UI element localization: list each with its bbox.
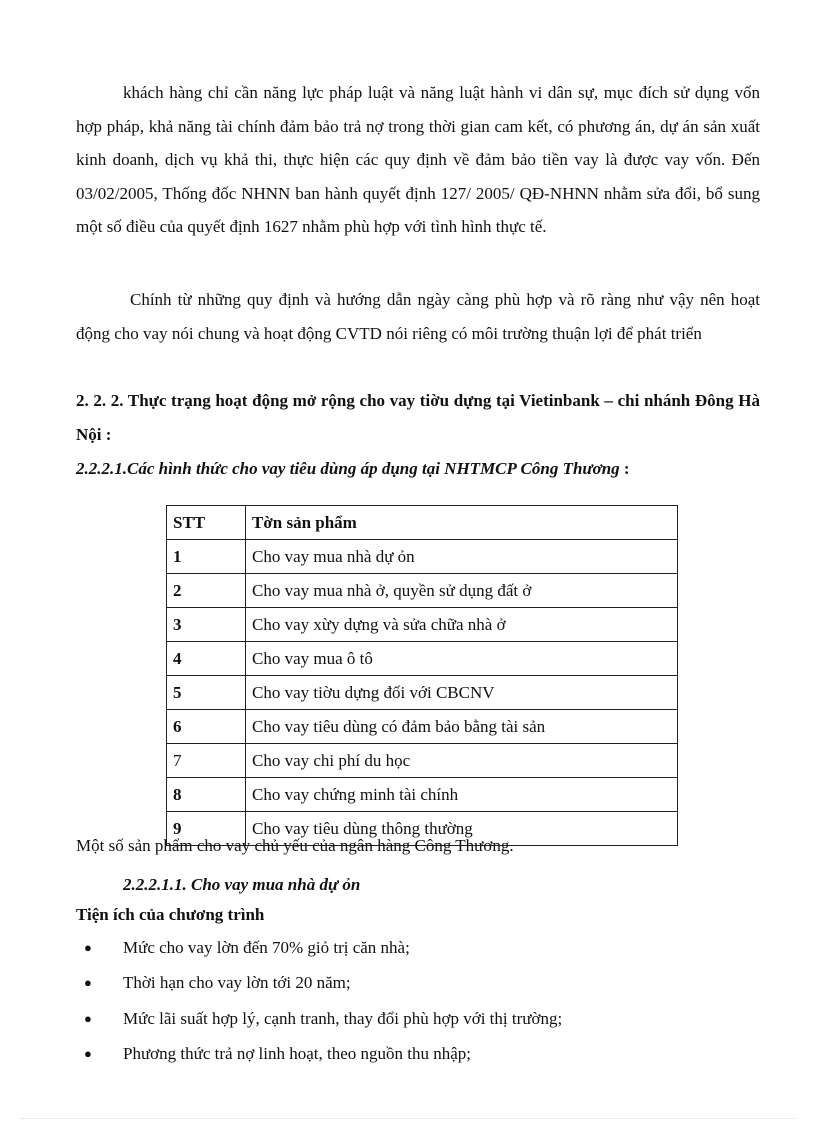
paragraph-regulations: Chính từ những quy định và hướng dẫn ngày càng phù hợp và rõ ràng như vậy nên hoạt động cho vay nói chung và hoạt động CVTD nói riêng có môi trường thuận lợi để phát triển (76, 290, 760, 343)
page-bottom-divider (20, 1118, 796, 1119)
row-stt: 5 (167, 676, 246, 710)
benefit-text: Phương thức trả nợ linh hoạt, theo nguồn thu nhập; (123, 1044, 472, 1063)
row-stt: 7 (167, 744, 246, 778)
paragraph-intro: khách hàng chỉ cần năng lực pháp luật và năng luật hành vi dân sự, mục đích sử dụng vốn hợp pháp, khả năng tài chính đảm bảo trả nợ trong thời gian cam kết, có phương án, dự án sản xuất kinh doanh, dịch vụ khả thi, thực hiện các quy định về đảm bảo tiền vay là được vay vốn. Đến 03/02/2005, Thống đốc NHNN ban hành quyết định 127/ 2005/ QĐ-NHNN nhằm sửa đổi, bổ sung một số điều của quyết định 1627 nhằm phù hợp với tình hình thực tế. (76, 83, 760, 237)
row-stt: 4 (167, 642, 246, 676)
bullet-icon: ● (84, 940, 92, 955)
benefit-text: Thời hạn cho vay lờn tới 20 năm; (123, 973, 351, 992)
row-stt: 9 (167, 812, 246, 846)
subsection-heading-suffix: : (619, 459, 630, 478)
header-product-name: Tờn sản phẩm (246, 506, 678, 540)
table-row (167, 710, 678, 744)
subsection-heading-2-2-2-1-1: 2.2.2.1.1. Cho vay mua nhà dự ỏn (123, 875, 361, 894)
benefit-text: Mức lãi suất hợp lý, cạnh tranh, thay đổi phù hợp với thị trường; (123, 1009, 563, 1028)
products-table (166, 505, 678, 846)
table-row (167, 778, 678, 812)
benefits-title: Tiện ích của chương trình (76, 905, 265, 924)
table-row (167, 540, 678, 574)
table-row (167, 608, 678, 642)
row-product-name: Cho vay tiêu dùng thông thường (246, 812, 678, 846)
header-stt: STT (167, 506, 246, 540)
table-header-row (167, 506, 678, 540)
table-row (167, 574, 678, 608)
bullet-icon: ● (84, 975, 92, 990)
row-stt: 8 (167, 778, 246, 812)
table-row (167, 744, 678, 778)
table-row (167, 676, 678, 710)
row-product-name: Cho vay chứng minh tài chính (246, 778, 678, 812)
row-product-name: Cho vay mua nhà ở, quyền sử dụng đất ở (246, 574, 678, 608)
row-stt: 3 (167, 608, 246, 642)
row-product-name: Cho vay chi phí du học (246, 744, 678, 778)
section-heading-2-2-2: 2. 2. 2. Thực trạng hoạt động mở rộng cho vay tiờu dựng tại Vietinbank – chi nhánh Đông Hà Nội : (76, 391, 760, 444)
bullet-icon: ● (84, 1011, 92, 1026)
table-row (167, 642, 678, 676)
subsection-heading-2-2-2-1 (76, 452, 760, 486)
row-product-name: Cho vay tiờu dựng đối với CBCNV (246, 676, 678, 710)
row-stt: 6 (167, 710, 246, 744)
row-product-name: Cho vay tiêu dùng có đảm bảo bằng tài sản (246, 710, 678, 744)
row-stt: 2 (167, 574, 246, 608)
benefit-text: Mức cho vay lờn đến 70% giỏ trị căn nhà; (123, 938, 410, 957)
table-caption: Một số sản phẩm cho vay chủ yếu của ngân hàng Công Thương. (76, 836, 514, 855)
row-product-name: Cho vay mua ô tô (246, 642, 678, 676)
subsection-heading-text: 2.2.2.1.Các hình thức cho vay tiêu dùng áp dụng tại NHTMCP Công Thương (76, 459, 620, 478)
bullet-icon: ● (84, 1046, 92, 1061)
row-product-name: Cho vay xừy dựng và sửa chữa nhà ở (246, 608, 678, 642)
row-stt: 1 (167, 540, 246, 574)
row-product-name: Cho vay mua nhà dự ỏn (246, 540, 678, 574)
